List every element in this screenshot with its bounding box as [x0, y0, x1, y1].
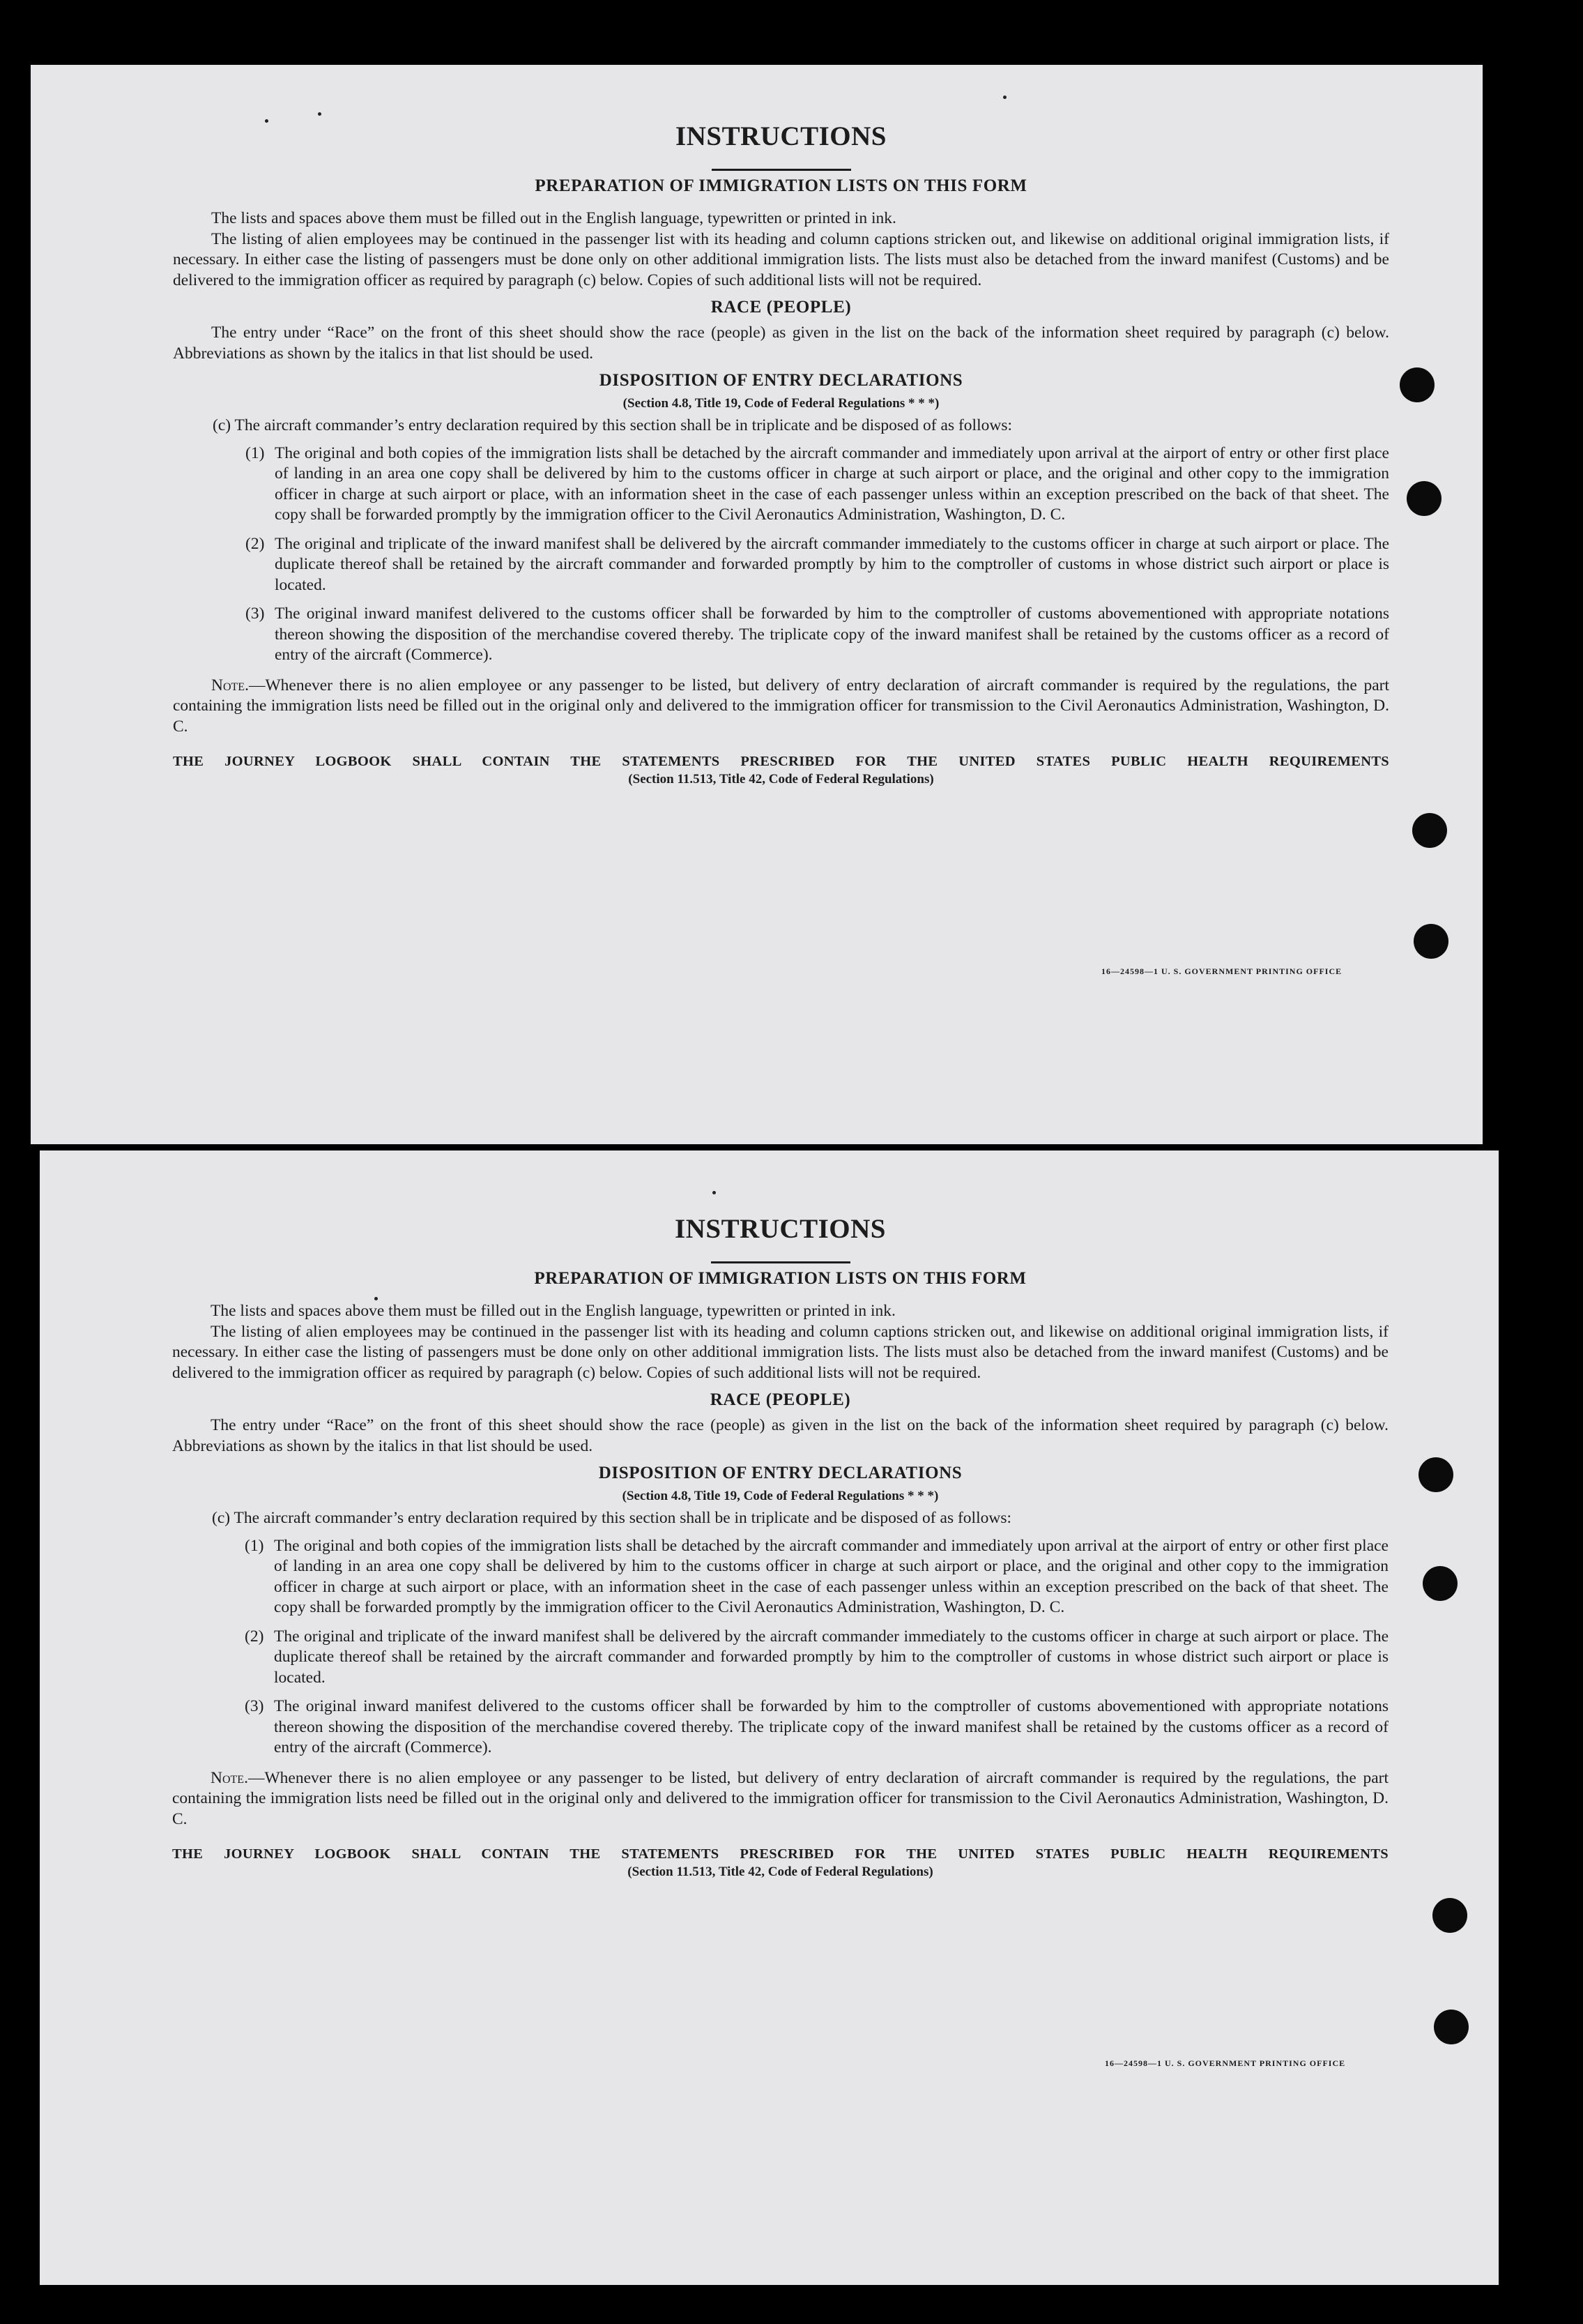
- paragraph-c: (c) The aircraft commander’s entry declaration required by this section shall be in triplicate and be disposed of as follows:: [213, 416, 1012, 434]
- paragraph-alien-employees: The listing of alien employees may be continued in the passenger list with its heading and column captions stricken out, and likewise on additional original immigration lists, if necessary. In either case the listing of passengers must be done only on other additional immigration lists. The lists must also be detached from the inward manifest (Customs) and be delivered to the immigration officer as required by paragraph (c) below. Copies of such additional lists will not be required.: [172, 1322, 1389, 1382]
- punch-hole: [1407, 481, 1441, 516]
- list-item: [245, 1627, 1389, 1689]
- list-item: [245, 604, 1389, 666]
- punch-hole: [1414, 924, 1448, 959]
- journey-citation: (Section 11.513, Title 42, Code of Federal Regulations): [628, 772, 934, 787]
- list-item: [245, 534, 1389, 596]
- journey-citation: (Section 11.513, Title 42, Code of Federal Regulations): [627, 1864, 933, 1879]
- sheet-content: [173, 121, 1389, 791]
- item-text: The original and both copies of the immigration lists shall be detached by the aircraft commander and immediately upon arrival at the airport of entry or other first place of landing in an area one copy shall be delivered by him to the customs officer in charge at such airport or place, and the original and other copy to the immigration officer in charge at such airport or place, with an information sheet in the case of each passenger unless within an exception prescribed on the back of that sheet. The copy shall be forwarded promptly by the immigration officer to the Civil Aeronautics Administration, Washington, D. C.: [274, 1536, 1389, 1616]
- printer-footer: 16—24598—1 U. S. GOVERNMENT PRINTING OFFICE: [1105, 2058, 1346, 2068]
- item-text: The original inward manifest delivered to the customs officer shall be forwarded by him to the comptroller of customs abovementioned with appropriate notations thereon showing the disposition of the merchandise covered thereby. The triplicate copy of the inward manifest shall be retained by the customs officer as a record of entry of the aircraft (Commerce).: [274, 1697, 1389, 1756]
- section-heading-preparation: PREPARATION OF IMMIGRATION LISTS ON THIS FORM: [535, 176, 1027, 195]
- note-text: —Whenever there is no alien employee or any passenger to be listed, but delivery of entry declaration of aircraft commander is required by the regulations, the part containing the immigration lists need be filled out in the original only and delivered to the immigration officer for transmission to the Civil Aeronautics Administration, Washington, D. C.: [172, 1768, 1389, 1828]
- page-title: INSTRUCTIONS: [675, 121, 887, 151]
- item-text: The original and triplicate of the inward manifest shall be delivered by the aircraft commander immediately to the customs officer in charge at such airport or place. The duplicate thereof shall be retained by the aircraft commander and forwarded promptly by him to the comptroller of customs in whose district such airport or place is located.: [274, 1627, 1389, 1687]
- punch-hole: [1423, 1566, 1458, 1601]
- journey-logbook-statement: THE JOURNEY LOGBOOK SHALL CONTAIN THE STATEMENTS PRESCRIBED FOR THE UNITED STATES PUBLIC HEALTH REQUIREMENTS: [172, 1846, 1389, 1862]
- item-number: (2): [245, 534, 265, 553]
- section-heading-race: RACE (PEOPLE): [710, 298, 852, 317]
- list-item: [245, 443, 1389, 526]
- disposition-citation: (Section 4.8, Title 19, Code of Federal Regulations * * *): [622, 1489, 939, 1503]
- list-item: [245, 1536, 1389, 1618]
- title-rule: [712, 169, 851, 171]
- journey-logbook-statement: THE JOURNEY LOGBOOK SHALL CONTAIN THE STATEMENTS PRESCRIBED FOR THE UNITED STATES PUBLIC HEALTH REQUIREMENTS: [173, 754, 1389, 769]
- paragraph-c: (c) The aircraft commander’s entry declaration required by this section shall be in triplicate and be disposed of as follows:: [212, 1509, 1011, 1527]
- item-number: (1): [245, 1536, 264, 1555]
- list-item: [245, 1696, 1389, 1759]
- item-number: (3): [245, 1697, 264, 1715]
- ink-speck: [318, 112, 321, 116]
- instruction-sheet-1: [31, 65, 1483, 1144]
- title-rule: [711, 1261, 850, 1263]
- section-heading-race: RACE (PEOPLE): [710, 1390, 851, 1409]
- note-paragraph: [172, 1768, 1389, 1830]
- punch-hole: [1400, 367, 1435, 402]
- ink-speck: [1003, 96, 1007, 99]
- item-number: (3): [245, 605, 265, 623]
- note-label: Note.: [211, 676, 249, 694]
- page-title: INSTRUCTIONS: [675, 1214, 886, 1244]
- paragraph-lists: The lists and spaces above them must be filled out in the English language, typewritten or printed in ink.: [211, 209, 896, 227]
- punch-hole: [1434, 2010, 1469, 2044]
- section-heading-disposition: DISPOSITION OF ENTRY DECLARATIONS: [598, 1464, 963, 1482]
- sheet-content: [172, 1213, 1389, 1884]
- paragraph-race: The entry under “Race” on the front of this sheet should show the race (people) as given in the list on the back of the information sheet required by paragraph (c) below. Abbreviations as shown by the italics in that list should be used.: [173, 324, 1389, 363]
- note-paragraph: [173, 676, 1389, 738]
- item-text: The original inward manifest delivered to the customs officer shall be forwarded by him to the comptroller of customs abovementioned with appropriate notations thereon showing the disposition of the merchandise covered thereby. The triplicate copy of the inward manifest shall be retained by the customs officer as a record of entry of the aircraft (Commerce).: [275, 605, 1389, 664]
- note-label: Note.: [211, 1768, 248, 1787]
- punch-hole: [1432, 1898, 1467, 1933]
- section-heading-preparation: PREPARATION OF IMMIGRATION LISTS ON THIS FORM: [534, 1269, 1027, 1288]
- item-number: (1): [245, 443, 265, 462]
- note-text: —Whenever there is no alien employee or any passenger to be listed, but delivery of entry declaration of aircraft commander is required by the regulations, the part containing the immigration lists need be filled out in the original only and delivered to the immigration officer for transmission to the Civil Aeronautics Administration, Washington, D. C.: [173, 676, 1389, 736]
- punch-hole: [1418, 1457, 1453, 1492]
- item-text: The original and both copies of the immigration lists shall be detached by the aircraft commander and immediately upon arrival at the airport of entry or other first place of landing in an area one copy shall be delivered by him to the customs officer in charge at such airport or place, and the original and other copy to the immigration officer in charge at such airport or place, with an information sheet in the case of each passenger unless within an exception prescribed on the back of that sheet. The copy shall be forwarded promptly by the immigration officer to the Civil Aeronautics Administration, Washington, D. C.: [275, 443, 1389, 524]
- paragraph-lists: The lists and spaces above them must be filled out in the English language, typewritten or printed in ink.: [211, 1302, 896, 1320]
- disposition-citation: (Section 4.8, Title 19, Code of Federal Regulations * * *): [622, 396, 940, 411]
- item-number: (2): [245, 1627, 264, 1646]
- paragraph-race: The entry under “Race” on the front of this sheet should show the race (people) as given in the list on the back of the information sheet required by paragraph (c) below. Abbreviations as shown by the italics in that list should be used.: [172, 1416, 1389, 1455]
- paragraph-alien-employees: The listing of alien employees may be continued in the passenger list with its heading and column captions stricken out, and likewise on additional original immigration lists, if necessary. In either case the listing of passengers must be done only on other additional immigration lists. The lists must also be detached from the inward manifest (Customs) and be delivered to the immigration officer as required by paragraph (c) below. Copies of such additional lists will not be required.: [173, 229, 1389, 289]
- printer-footer: 16—24598—1 U. S. GOVERNMENT PRINTING OFFICE: [1101, 966, 1343, 976]
- ink-speck: [712, 1191, 716, 1194]
- section-heading-disposition: DISPOSITION OF ENTRY DECLARATIONS: [599, 371, 963, 390]
- item-text: The original and triplicate of the inward manifest shall be delivered by the aircraft commander immediately to the customs officer in charge at such airport or place. The duplicate thereof shall be retained by the aircraft commander and forwarded promptly by him to the comptroller of customs in whose district such airport or place is located.: [275, 534, 1389, 594]
- instruction-sheet-2: [40, 1150, 1499, 2285]
- punch-hole: [1412, 813, 1447, 848]
